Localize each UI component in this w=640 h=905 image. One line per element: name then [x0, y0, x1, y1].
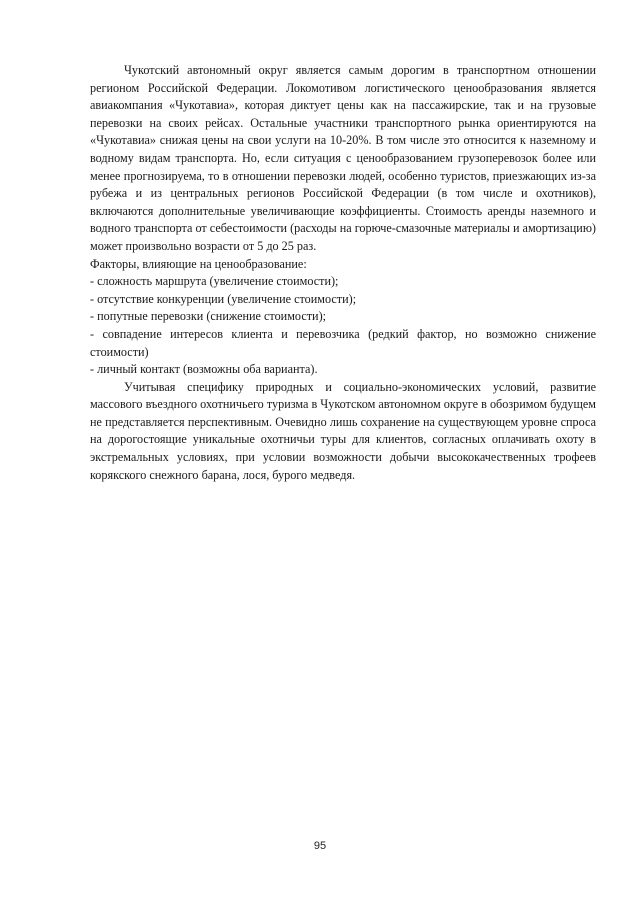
list-item: - отсутствие конкуренции (увеличение стоимости);	[90, 291, 357, 306]
paragraph-hunting-tourism: Учитывая специфику природных и социально-экономических условий, развитие массового въездного охотничьего туризма в Чукотском автономном округе в обозримом будущем не представляется перспективным. Очевидно лишь сохранение на существующем уровне спроса на дорогостоящие уникальные охотничьи туры для клиентов, согласных оплачивать охоту в экстремальных условиях, при условии возможности добычи высококачественных трофеев корякского снежного барана, лося, бурого медведя.	[90, 379, 596, 482]
list-item: - сложность маршрута (увеличение стоимости);	[90, 274, 339, 289]
factors-list	[90, 273, 596, 379]
list-item: - совпадение интересов клиента и перевозчика (редкий фактор, но возможно снижение стоимости)	[90, 326, 596, 359]
list-item: - попутные перевозки (снижение стоимости);	[90, 309, 327, 324]
factors-heading: Факторы, влияющие на ценообразование:	[90, 256, 307, 271]
page-number: 95	[313, 840, 327, 852]
list-item: - личный контакт (возможны оба варианта).	[90, 362, 318, 377]
paragraph-transport-cost: Чукотский автономный округ является самым дорогим в транспортном отношении регионом Российской Федерации. Локомотивом логистического ценообразования является авиакомпания «Чукотавиа», которая диктует цены как на пассажирские, так и на грузовые перевозки на своих рейсах. Остальные участники транспортного рынка ориентируются на «Чукотавиа» снижая цены на свои услуги на 10-20%. В том числе это относится к наземному и водному видам транспорта. Но, если ситуация с ценообразованием грузоперевозок более или менее прогнозируема, то в отношении перевозки людей, особенно туристов, приезжающих из-за рубежа и из центральных регионов Российской Федерации (в том числе и охотников), включаются дополнительные увеличивающие коэффициенты. Стоимость аренды наземного и водного транспорта от себестоимости (расходы на горюче-смазочные материалы и амортизацию) может произвольно возрасти от 5 до 25 раз.	[90, 63, 596, 253]
page-body	[90, 62, 596, 484]
